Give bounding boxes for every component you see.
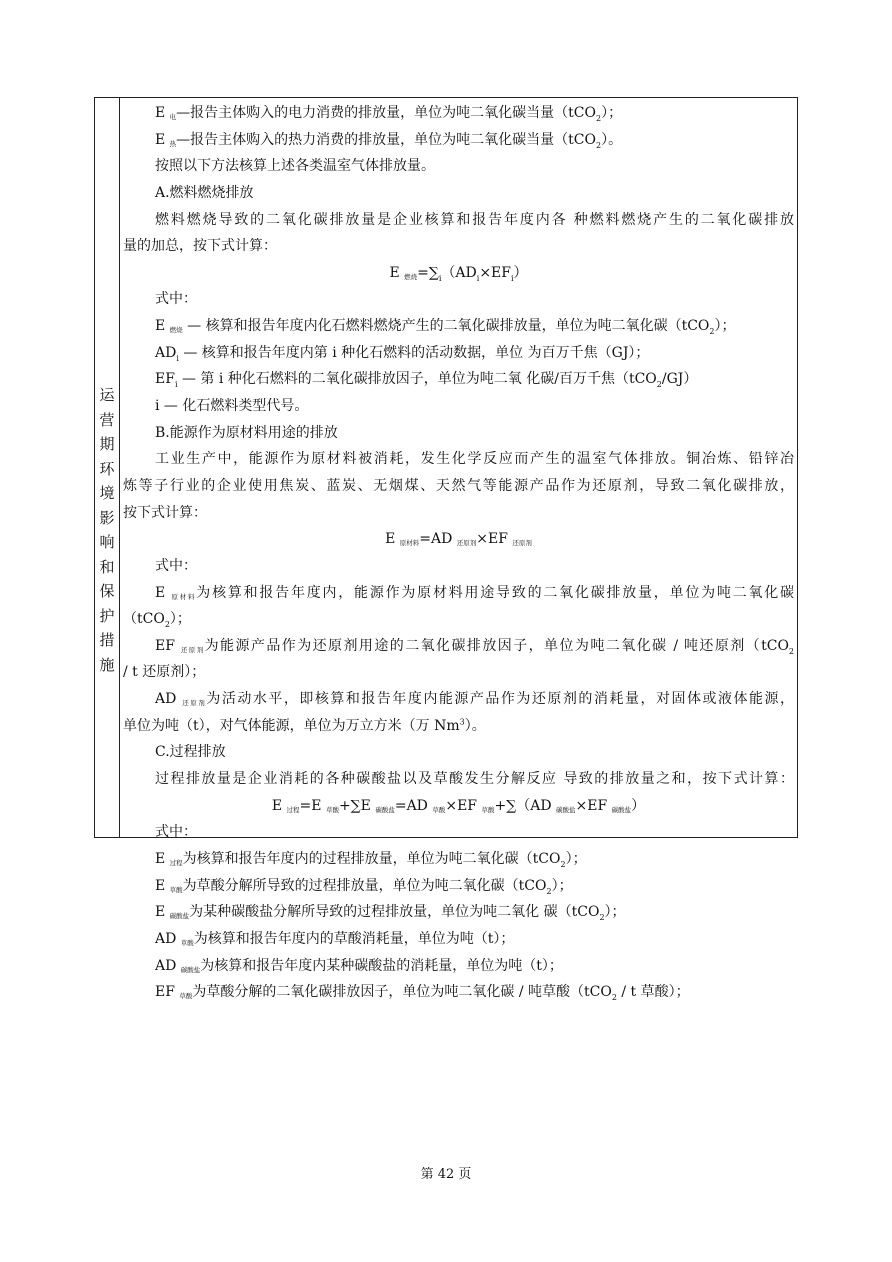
text-run: 为草酸分解所导致的过程排放量，单位为吨二氧化碳（tCO <box>182 877 547 894</box>
text-run: EF <box>155 637 181 654</box>
subscript-label: 还原剂 <box>512 539 532 548</box>
subscript-label: 原材料 <box>399 539 420 548</box>
text-run: =E <box>299 797 326 814</box>
subscript: 2 <box>611 992 617 1002</box>
text-run: 式中： <box>155 824 197 841</box>
text-line <box>123 899 794 926</box>
text-run: =AD <box>394 797 433 814</box>
text-run: E <box>155 904 170 921</box>
text-run: E <box>385 531 400 548</box>
page-number: 第 42 页 <box>420 1167 472 1182</box>
text-line <box>123 926 794 953</box>
subscript-label: 过程 <box>286 805 300 814</box>
text-line <box>123 233 794 260</box>
text-line <box>123 633 794 660</box>
text-run: ）。 <box>464 717 486 734</box>
text-run: / t 草酸）； <box>616 984 690 1001</box>
text-run: ）； <box>551 877 573 894</box>
text-run: ×EF <box>575 797 612 814</box>
subscript-label: 草酸 <box>432 805 446 814</box>
formula-line <box>123 260 794 287</box>
text-run: =∑ <box>417 264 439 281</box>
text-run: ×EF <box>479 264 511 281</box>
subscript: 2 <box>596 140 602 150</box>
text-line <box>123 286 794 313</box>
text-line <box>123 659 794 686</box>
subscript-label: 过程 <box>169 858 183 867</box>
text-run: （AD <box>441 264 477 281</box>
text-run: ）； <box>714 318 736 335</box>
text-line <box>123 580 794 607</box>
text-run: =AD <box>419 531 457 548</box>
text-line <box>123 420 794 447</box>
text-line <box>123 553 794 580</box>
text-run: 工业生产中，能源作为原材料被消耗，发生化学反应而产生的温室气体排放。铜冶炼、铅锌冶 <box>155 451 794 468</box>
text-run: E <box>155 850 170 867</box>
text-line <box>123 739 794 766</box>
text-run: 过程排放量是企业消耗的各种碳酸盐以及草酸发生分解反应 导致的排放量之和，按下式计算： <box>155 771 794 788</box>
subscript-label: 碳酸盐 <box>375 805 395 814</box>
text-run: 为能源产品作为还原剂用途的二氧化碳排放因子，单位为吨二氧化碳 / 吨还原剂（tCO <box>204 637 789 654</box>
subscript-label: 还原剂 <box>456 539 477 548</box>
subscript-label: 草酸 <box>180 938 194 947</box>
text-run: 单位为吨（t），对气体能源，单位为万立方米（万 Nm <box>123 717 460 734</box>
text-run: （tCO <box>123 611 165 628</box>
text-run: 为核算和报告年度内，能源作为原材料用途导致的二氧化碳排放量，单位为吨二氧化碳 <box>196 584 794 601</box>
side-label-char: 响 <box>99 533 115 551</box>
text-line <box>123 686 794 713</box>
text-run: i — 化石燃料类型代号。 <box>155 398 309 415</box>
subscript: i <box>476 273 480 283</box>
text-run: 按照以下方法核算上述各类温室气体排放量。 <box>155 158 435 175</box>
text-run: ）； <box>601 105 623 121</box>
text-run: 燃料燃烧导致的二氧化碳排放量是企业核算和报告年度内各 种燃料燃烧产生的二氧化碳排放 <box>155 211 794 228</box>
text-run: EF <box>155 984 180 1001</box>
subscript-label: 碳酸盐 <box>611 805 632 814</box>
text-run: ）； <box>565 850 587 867</box>
side-label-char: 施 <box>99 655 115 674</box>
text-run: —报告主体购入的热力消费的排放量，单位为吨二氧化碳当量（tCO <box>176 131 596 148</box>
text-run: ×EF <box>445 797 482 814</box>
subscript-label: 热 <box>169 139 177 148</box>
subscript-label: 碳酸盐 <box>556 805 576 814</box>
text-run: A.燃料燃烧排放 <box>155 184 254 201</box>
subscript-label: 草酸 <box>169 885 183 894</box>
text-run: 式中： <box>155 291 197 308</box>
text-run: +∑E <box>338 797 376 814</box>
text-line <box>123 713 794 740</box>
text-run: C.过程排放 <box>155 744 226 761</box>
text-run: AD <box>155 957 181 974</box>
subscript-label: 燃烧 <box>169 326 183 335</box>
text-line <box>123 606 794 633</box>
text-run: 按下式计算： <box>123 504 207 521</box>
text-run: AD <box>155 930 181 947</box>
subscript-label: 原材料 <box>171 592 197 601</box>
side-label-char: 护 <box>99 606 115 625</box>
formula-line <box>123 526 794 553</box>
text-run: ）； <box>604 904 626 921</box>
text-line <box>123 979 794 1006</box>
text-line <box>123 393 794 420</box>
text-line <box>123 313 794 340</box>
text-line <box>123 500 794 527</box>
side-label-char: 保 <box>99 582 115 600</box>
text-run: ） <box>513 264 528 281</box>
subscript-label: 还原剂 <box>180 645 205 654</box>
text-run: E <box>271 797 287 814</box>
text-run: B.能源作为原材料用途的排放 <box>155 424 338 441</box>
side-label-char: 和 <box>99 557 115 576</box>
subscript: 2 <box>560 859 566 869</box>
formula-line <box>123 793 794 820</box>
text-run: 为活动水平，即核算和报告年度内能源产品作为还原剂的消耗量，对固体或液体能源， <box>206 691 794 708</box>
text-run: /GJ） <box>661 371 698 388</box>
subscript-label: 草酸 <box>179 992 193 1001</box>
text-line <box>123 100 794 127</box>
text-line <box>123 366 794 393</box>
side-label-char: 运 <box>99 386 115 404</box>
subscript: 2 <box>546 886 552 896</box>
text-run: 为核算和报告年度内某种碳酸盐的消耗量，单位为吨（t）； <box>200 957 563 974</box>
side-label-cell <box>95 98 120 837</box>
text-run: 式中： <box>155 557 197 574</box>
text-run: ） <box>631 797 646 814</box>
subscript: 2 <box>709 326 715 336</box>
text-run: EF <box>155 371 175 388</box>
text-line <box>123 766 794 793</box>
text-line <box>123 446 794 473</box>
text-run: 量的加总，按下式计算： <box>123 238 277 255</box>
text-line <box>123 846 794 873</box>
side-label <box>95 383 119 677</box>
subscript-label: 电 <box>169 113 177 121</box>
subscript: 2 <box>596 113 602 123</box>
text-line <box>123 873 794 900</box>
subscript: i <box>438 273 442 283</box>
text-run: / t 还原剂）； <box>123 664 206 681</box>
subscript: 2 <box>656 380 662 390</box>
text-line <box>123 180 794 207</box>
text-run: 为核算和报告年度内的过程排放量，单位为吨二氧化碳（tCO <box>182 850 561 867</box>
text-line <box>123 127 794 154</box>
text-run: E <box>389 264 405 281</box>
text-line <box>123 953 794 980</box>
text-run: — 第 i 种化石燃料的二氧化碳排放因子，单位为吨二氧 化碳/百万千焦（tCO <box>177 371 657 388</box>
text-run: — 核算和报告年度内第 i 种化石燃料的活动数据，单位 为百万千焦（GJ）； <box>178 344 650 361</box>
text-line <box>123 153 794 180</box>
text-run: E <box>155 131 170 148</box>
text-run: E <box>155 318 170 335</box>
subscript: i <box>174 380 178 390</box>
subscript: i <box>510 273 514 283</box>
text-line <box>123 473 794 500</box>
side-label-char: 措 <box>99 631 115 649</box>
subscript: i <box>176 353 179 363</box>
text-run: +∑（AD <box>494 797 556 814</box>
side-label-char: 环 <box>99 459 115 478</box>
subscript-label: 草酸 <box>325 805 339 814</box>
text-run: AD <box>155 691 183 708</box>
subscript-label: 碳酸盐 <box>180 965 201 974</box>
text-run: ×EF <box>476 531 513 548</box>
text-run: —报告主体购入的电力消费的排放量，单位为吨二氧化碳当量（tCO <box>176 105 596 121</box>
text-run: ）。 <box>601 131 623 148</box>
text-line <box>123 207 794 234</box>
text-run: E <box>155 877 170 894</box>
superscript: 3 <box>459 717 465 727</box>
subscript: 2 <box>164 619 170 629</box>
subscript: 2 <box>788 646 794 656</box>
text-run: 为某种碳酸盐分解所导致的过程排放量，单位为吨二氧化 碳（tCO <box>189 904 600 921</box>
text-run: — 核算和报告年度内化石燃料燃烧产生的二氧化碳排放量，单位为吨二氧化碳（tCO <box>182 318 710 335</box>
subscript-label: 燃烧 <box>404 272 418 281</box>
text-run: 为草酸分解的二氧化碳排放因子，单位为吨二氧化碳 / 吨草酸（tCO <box>192 984 612 1001</box>
text-run: 为核算和报告年度内的草酸消耗量，单位为吨（t）； <box>193 930 515 947</box>
side-label-char: 境 <box>99 484 115 502</box>
text-run: E <box>155 584 172 601</box>
text-run: 炼等子行业的企业使用焦炭、蓝炭、无烟煤、天然气等能源产品作为还原剂，导致二氧化碳排放， <box>123 477 794 494</box>
text-run: AD <box>155 344 177 361</box>
subscript-label: 碳酸盐 <box>169 912 190 921</box>
content-cell <box>120 98 797 1002</box>
text-run: E <box>155 105 170 121</box>
side-label-char: 期 <box>99 435 115 453</box>
text-line <box>123 819 794 846</box>
subscript-label: 草酸 <box>481 805 495 814</box>
subscript: 2 <box>599 913 605 923</box>
content-table <box>94 97 798 1002</box>
side-label-char: 影 <box>99 508 115 527</box>
text-run: ）； <box>169 611 191 628</box>
subscript-label: 还原剂 <box>182 699 207 708</box>
text-line <box>123 340 794 367</box>
side-label-char: 营 <box>99 410 115 429</box>
